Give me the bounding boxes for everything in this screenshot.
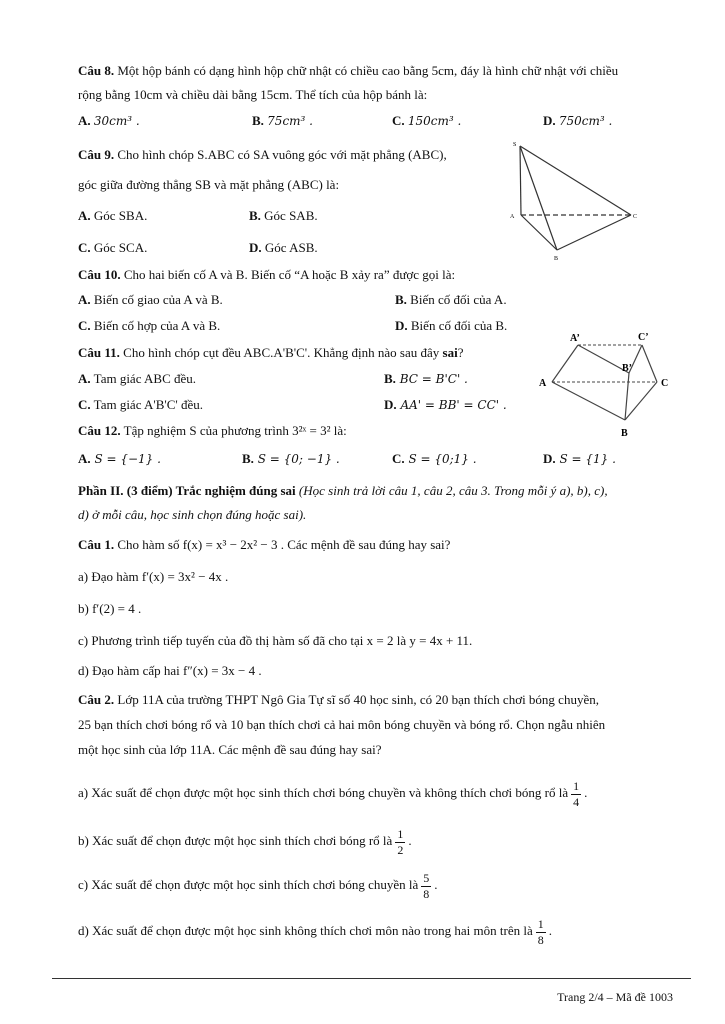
pyramid-label-a: A [510, 214, 515, 220]
frustum-label-a: A [539, 378, 547, 389]
p2q2-item-b: b) Xác suất để chọn được một học sinh thích chơi bóng rổ là $\frac{1}{2}$ . [78, 826, 412, 857]
q10-option-a-value: Biến cố giao của A và B. [90, 292, 223, 307]
p2q2-item-a-text: a) Xác suất để chọn được một học sinh thích chơi bóng chuyền và không thích chơi bóng rổ là [78, 785, 569, 800]
q8-option-c-value: 150cm³ . [407, 114, 462, 128]
q12-option-c-value: S = {0;1} . [404, 452, 477, 466]
q9-line-1 [78, 146, 447, 164]
q8-option-b-value: 75cm³ . [267, 114, 313, 128]
p2q2-item-b-numerator: 1 [397, 826, 404, 841]
p2q1-item-a: a) Đạo hàm f′(x) = 3x² − 4x . [78, 569, 229, 584]
frustum-label-a1: A’ [570, 333, 580, 344]
p2q1-label: Câu 1. [78, 537, 115, 552]
q11-label: Câu 11. [78, 345, 120, 360]
q8-line-2: rộng bằng 10cm và chiều dài bằng 15cm. Thể tích của hộp bánh là: [78, 87, 428, 102]
q9-label: Câu 9. [78, 147, 115, 162]
part2-note-2: d) ở mỗi câu, học sinh chọn đúng hoặc sai). [78, 507, 307, 522]
part2-title: Phần II. (3 điểm) Trắc nghiệm đúng sai [78, 483, 296, 498]
q8-label: Câu 8. [78, 63, 115, 78]
part2-heading [78, 482, 608, 500]
p2q2-item-a-fraction [571, 779, 581, 810]
q11-option-b-label: B. [384, 371, 396, 386]
q9-option-a-value: Góc SBA. [90, 208, 148, 223]
pyramid-edge-bc [557, 215, 631, 250]
q11-line [78, 344, 463, 362]
q11-option-b-value: BC = B'C' . [395, 372, 468, 386]
pyramid-label-c: C [633, 214, 638, 220]
p2q1-line [78, 536, 450, 554]
frustum-edge-ab [552, 382, 625, 420]
frustum-label-c: C [661, 378, 669, 389]
pyramid-edge-sb [520, 146, 557, 250]
q10-line [78, 266, 455, 284]
p2q2-item-b-denominator: 2 [397, 842, 404, 857]
q8-option-c [392, 112, 461, 130]
q8-option-a [78, 112, 140, 130]
q11-text: Cho hình chóp cụt đều ABC.A'B'C'. Khẳng định nào sau đây [119, 345, 443, 360]
q12-text: Tập nghiệm S của phương trình 3²ˣ = 3² là: [120, 423, 347, 438]
q12-option-a-label: A. [78, 451, 91, 466]
p2q1-text: Cho hàm số f(x) = x³ − 2x² − 3 . Các mệnh đề sau đúng hay sai? [114, 537, 451, 552]
q10-text: Cho hai biến cố A và B. Biến cố “A hoặc B xảy ra” được gọi là: [120, 267, 456, 282]
q12-option-b-value: S = {0; −1} . [253, 452, 340, 466]
q12-option-d-value: S = {1} . [555, 452, 616, 466]
q12-line [78, 422, 347, 440]
p2q2-text-1: Lớp 11A của trường THPT Ngô Gia Tự sĩ số 40 học sinh, có 20 bạn thích chơi bóng chuyền, [114, 692, 599, 707]
q12-label: Câu 12. [78, 423, 121, 438]
q10-option-d [395, 317, 507, 335]
q9-option-d-label: D. [249, 240, 262, 255]
q10-option-c-value: Biến cố hợp của A và B. [90, 318, 221, 333]
q10-option-b-label: B. [395, 292, 407, 307]
frustum-label-b1: B’ [622, 363, 632, 374]
q9-option-c-value: Góc SCA. [90, 240, 148, 255]
pyramid-edge-sc [520, 146, 631, 215]
frustum-label-b: B [621, 428, 628, 439]
q9-option-c [78, 239, 147, 257]
q9-option-b-label: B. [249, 208, 261, 223]
q10-option-c-label: C. [78, 318, 91, 333]
q11-option-c-value: Tam giác A'B'C' đều. [90, 397, 204, 412]
q9-option-a-label: A. [78, 208, 91, 223]
pyramid-edge-ab [521, 215, 557, 250]
q11-emph: sai [442, 345, 458, 360]
part2-note-1: (Học sinh trả lời câu 1, câu 2, câu 3. Trong mỗi ý a), b), c), [295, 483, 608, 498]
pyramid-label-s: S [513, 142, 517, 148]
q12-option-b [242, 450, 340, 468]
q10-label: Câu 10. [78, 267, 121, 282]
q8-option-d-value: 750cm³ . [558, 114, 613, 128]
q10-option-d-label: D. [395, 318, 408, 333]
p2q2-item-c-fraction [421, 871, 431, 902]
q11-option-a-label: A. [78, 371, 91, 386]
p2q2-item-a: a) Xác suất để chọn được một học sinh thích chơi bóng chuyền và không thích chơi bóng rổ là $\frac{1}{4}$ . [78, 778, 588, 809]
q8-line-1 [78, 62, 618, 80]
q12-option-d [543, 450, 616, 468]
q8-option-a-value: 30cm³ . [93, 114, 140, 128]
q12-option-b-label: B. [242, 451, 254, 466]
q10-option-d-value: Biến cố đối của B. [407, 318, 508, 333]
frustum-figure [532, 328, 672, 442]
q8-option-b-label: B. [252, 113, 264, 128]
p2q2-item-d-fraction [536, 917, 546, 948]
q9-text-1: Cho hình chóp S.ABC có SA vuông góc với mặt phẳng (ABC), [114, 147, 447, 162]
p2q2-item-c-numerator: 5 [423, 870, 430, 885]
q11-option-b [384, 370, 468, 388]
q12-option-c [392, 450, 477, 468]
q12-option-a [78, 450, 161, 468]
p2q2-item-d-text: d) Xác suất để chọn được một học sinh không thích chơi môn nào trong hai môn trên là [78, 923, 533, 938]
q11-option-d-label: D. [384, 397, 397, 412]
p2q2-line-2: 25 bạn thích chơi bóng rổ và 10 bạn thích chơi cả hai môn bóng chuyền và bóng rổ. Chọn ngẫu nhiên [78, 717, 606, 732]
q8-option-d [543, 112, 612, 130]
pyramid-figure [505, 138, 645, 264]
q10-option-b [395, 291, 507, 309]
q10-option-c [78, 317, 220, 335]
p2q2-item-a-denominator: 4 [573, 794, 580, 809]
p2q2-item-c: c) Xác suất để chọn được một học sinh thích chơi bóng chuyền là $\frac{5}{8}$ . [78, 870, 438, 901]
q12-option-a-value: S = {−1} . [90, 452, 161, 466]
q8-option-d-label: D. [543, 113, 556, 128]
q10-option-b-value: Biến cố đối của A. [406, 292, 507, 307]
frustum-label-c1: C’ [638, 332, 649, 343]
q10-option-a [78, 291, 223, 309]
p2q2-line-3: một học sinh của lớp 11A. Các mệnh đề sau đúng hay sai? [78, 742, 382, 757]
q9-line-2: góc giữa đường thẳng SB và mặt phẳng (ABC) là: [78, 177, 340, 192]
q9-option-a [78, 207, 147, 225]
q10-option-a-label: A. [78, 292, 91, 307]
frustum-edge-bb1 [625, 373, 629, 420]
q12-option-d-label: D. [543, 451, 556, 466]
frustum-edge-aa1 [552, 345, 578, 382]
pyramid-edge-sa [520, 146, 521, 215]
footer-divider [52, 978, 691, 979]
q8-option-c-label: C. [392, 113, 405, 128]
q9-option-c-label: C. [78, 240, 91, 255]
p2q2-item-d: d) Xác suất để chọn được một học sinh không thích chơi môn nào trong hai môn trên là $\frac{1}{8}$ . [78, 916, 553, 947]
p2q2-label: Câu 2. [78, 692, 115, 707]
p2q1-item-b: b) f′(2) = 4 . [78, 601, 142, 616]
q11-option-c-label: C. [78, 397, 91, 412]
pyramid-label-b: B [554, 256, 559, 262]
frustum-edge-bc [625, 382, 657, 420]
q11-option-d-value: AA' = BB' = CC' . [396, 398, 507, 412]
q11-option-a [78, 370, 196, 388]
q8-text-1: Một hộp bánh có dạng hình hộp chữ nhật có chiều cao bằng 5cm, đáy là hình chữ nhật với chiều [114, 63, 619, 78]
q11-option-d [384, 396, 507, 414]
p2q1-item-c: c) Phương trình tiếp tuyến của đồ thị hàm số đã cho tại x = 2 là y = 4x + 11. [78, 633, 473, 648]
q8-option-a-label: A. [78, 113, 91, 128]
q12-option-c-label: C. [392, 451, 405, 466]
p2q2-line-1 [78, 691, 599, 709]
q9-option-d [249, 239, 318, 257]
q11-option-a-value: Tam giác ABC đều. [90, 371, 197, 386]
q11-tail: ? [457, 345, 464, 360]
p2q2-item-b-text: b) Xác suất để chọn được một học sinh thích chơi bóng rổ là [78, 833, 393, 848]
q11-option-c [78, 396, 203, 414]
page-footer: Trang 2/4 – Mã đề 1003 [557, 990, 673, 1004]
q9-option-b-value: Góc SAB. [260, 208, 318, 223]
q8-option-b [252, 112, 313, 130]
p2q2-item-b-fraction [395, 827, 405, 858]
p2q2-item-d-denominator: 8 [537, 932, 544, 947]
p2q2-item-d-numerator: 1 [537, 916, 544, 931]
q9-option-b [249, 207, 318, 225]
p2q2-item-c-text: c) Xác suất để chọn được một học sinh thích chơi bóng chuyền là [78, 877, 419, 892]
frustum-edge-cc1 [642, 345, 657, 382]
p2q2-item-c-denominator: 8 [423, 886, 430, 901]
p2q1-item-d: d) Đạo hàm cấp hai f″(x) = 3x − 4 . [78, 663, 262, 678]
q9-option-d-value: Góc ASB. [261, 240, 318, 255]
p2q2-item-a-numerator: 1 [573, 778, 580, 793]
